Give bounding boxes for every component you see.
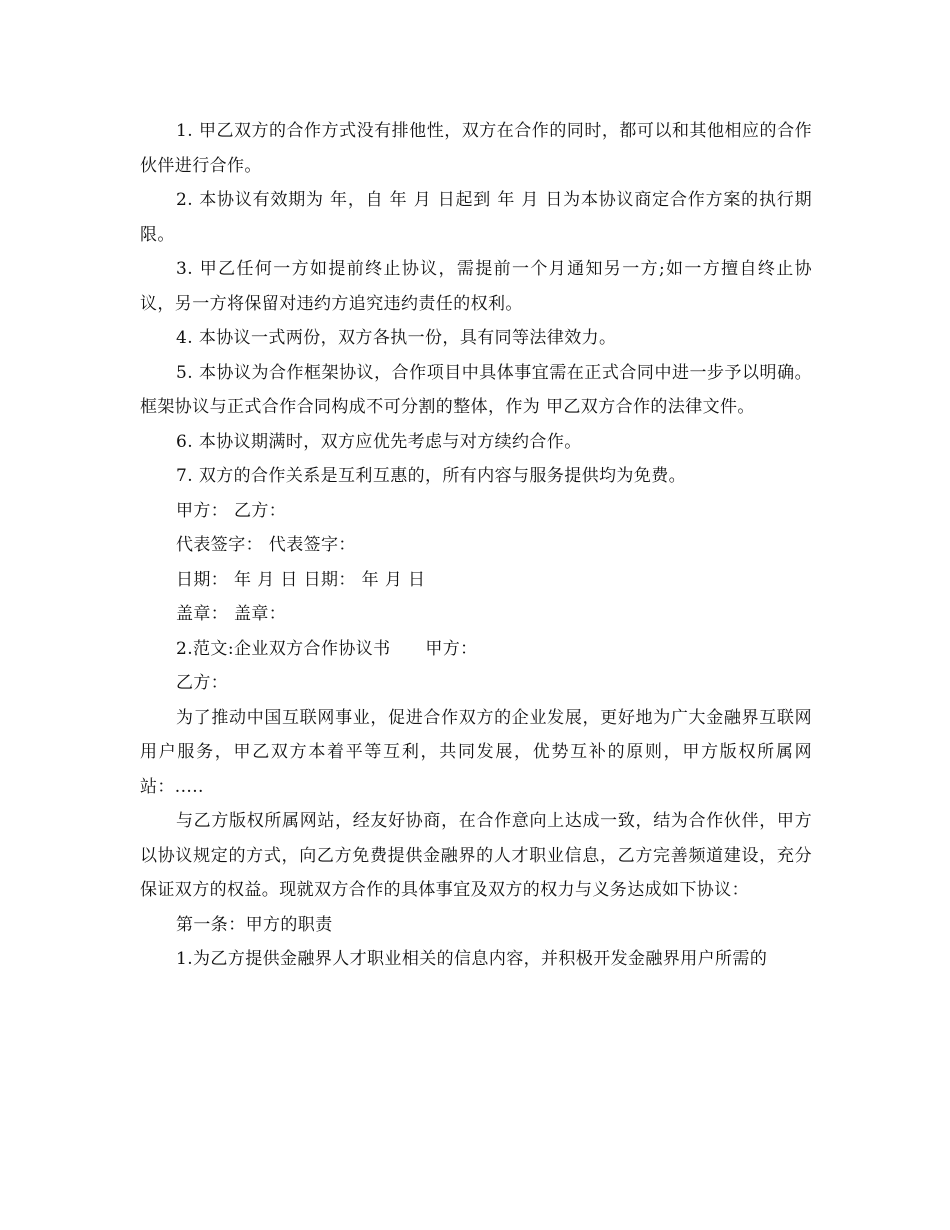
preamble-paragraph: 为了推动中国互联网事业，促进合作双方的企业发展，更好地为广大金融界互联网用户服务，甲乙双方本着平等互利，共同发展，优势互补的原则，甲方版权所属网站：..... [140, 707, 812, 797]
clause-3: 3. 甲乙任何一方如提前终止协议，需提前一个月通知另一方;如一方擅自终止协议，另一方将保留对违约方追究违约责任的权利。 [140, 259, 812, 314]
clause-4: 4. 本协议一式两份，双方各执一份，具有同等法律效力。 [176, 328, 617, 348]
party-b-label: 乙方： [176, 673, 229, 693]
clause-2: 2. 本协议有效期为 年，自 年 月 日起到 年 月 日为本协议商定合作方案的执行期限。 [140, 190, 812, 245]
clause-1: 1. 甲乙双方的合作方式没有排他性，双方在合作的同时，都可以和其他相应的合作伙伴进行合作。 [140, 121, 812, 176]
clause-6: 6. 本协议期满时，双方应优先考虑与对方续约合作。 [176, 431, 582, 452]
article-1-item-1: 1.为乙方提供金融界人才职业相关的信息内容，并积极开发金融界用户所需的 [176, 949, 768, 969]
signature-parties: 甲方： 乙方： [176, 500, 287, 521]
clause-5: 5. 本协议为合作框架协议，合作项目中具体事宜需在正式合同中进一步予以明确。框架协议与正式合作合同构成不可分割的整体，作为 甲乙双方合作的法律文件。 [140, 362, 812, 417]
document-body [140, 114, 812, 977]
article-1-heading: 第一条：甲方的职责 [176, 914, 333, 935]
signature-dates: 日期： 年 月 日 日期： 年 月 日 [176, 569, 426, 590]
sample-heading: 2.范文:企业双方合作协议书 甲方： [176, 638, 478, 659]
signature-seals: 盖章： 盖章： [176, 604, 287, 624]
clause-7: 7. 双方的合作关系是互利互惠的，所有内容与服务提供均为免费。 [176, 466, 687, 486]
signature-representatives: 代表签字： 代表签字： [176, 535, 356, 555]
agreement-paragraph: 与乙方版权所属网站，经友好协商，在合作意向上达成一致，结为合作伙伴，甲方以协议规定的方式，向乙方免费提供金融界的人才职业信息，乙方完善频道建设，充分保证双方的权益。现就双方合作的具体事宜及双方的权力与义务达成如下协议： [140, 811, 812, 900]
